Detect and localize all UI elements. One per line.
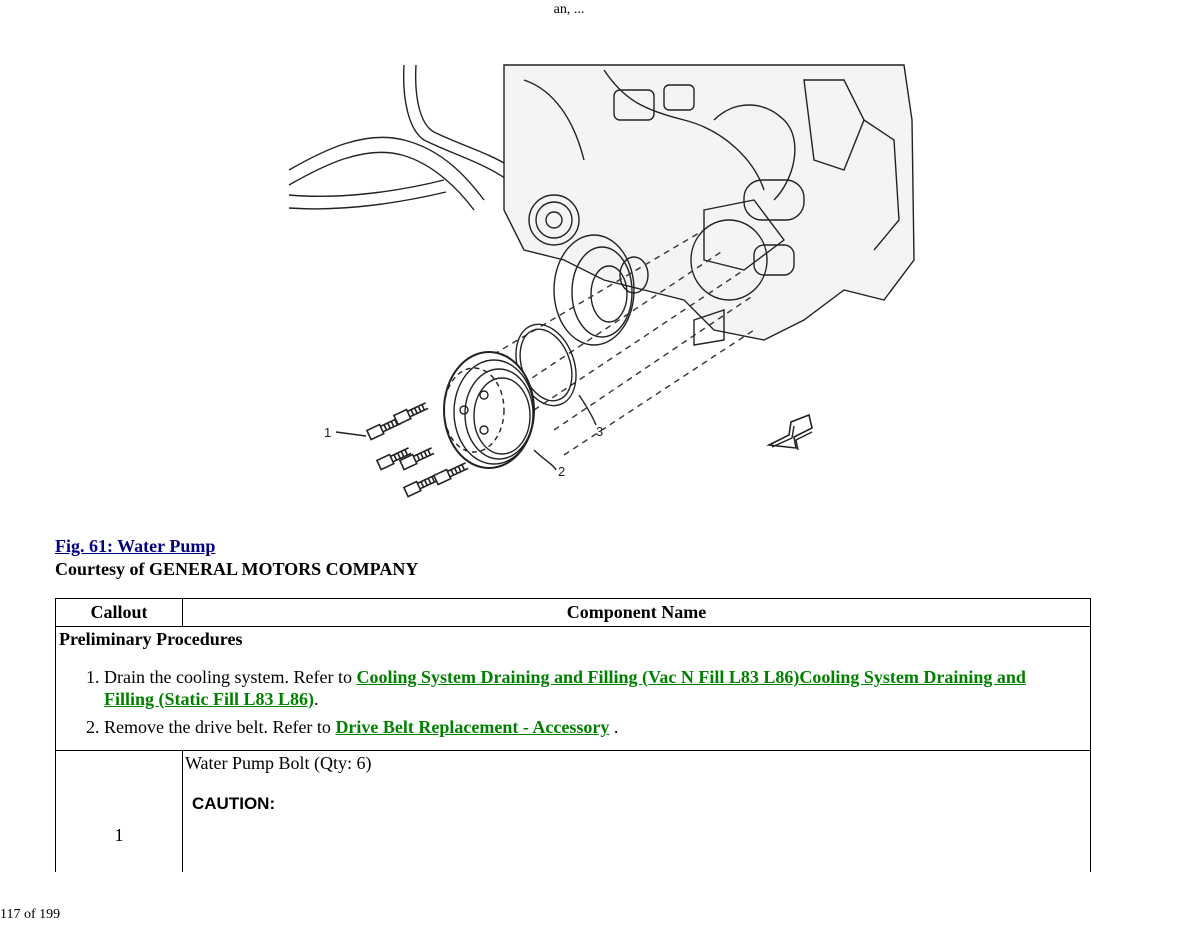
cooling-system-draining-link[interactable]: Cooling System Draining and Filling (Vac N Fill L83 L86)Cooling System Draining and Filling (Static Fill L83 L86) — [104, 667, 1026, 709]
figure-title-link[interactable]: Fig. 61: Water Pump — [55, 536, 216, 556]
list-item — [104, 716, 1050, 738]
drive-belt-replacement-link[interactable]: Drive Belt Replacement - Accessory — [335, 717, 610, 737]
step-suffix: . — [609, 717, 619, 737]
water-pump-illustration — [284, 60, 916, 510]
step-text: Remove the drive belt. Refer to — [104, 717, 336, 737]
list-item — [104, 666, 1050, 710]
page-bottom-margin — [0, 872, 1200, 927]
preliminary-procedures-row — [56, 627, 1091, 751]
callout-label-3: 3 — [596, 424, 604, 439]
component-cell — [183, 751, 1091, 891]
page-number: 117 of 199 — [0, 907, 61, 922]
callout-label-1: 1 — [324, 425, 332, 440]
courtesy-text: Courtesy of GENERAL MOTORS COMPANY — [55, 559, 419, 579]
callout-column-header: Callout — [56, 599, 183, 627]
table-header-row — [56, 599, 1091, 627]
callout-label-2: 2 — [558, 464, 566, 479]
component-name-column-header: Component Name — [183, 599, 1091, 627]
callout-number-cell: 1 — [56, 751, 183, 891]
step-text: Drain the cooling system. Refer to — [104, 667, 357, 687]
component-table — [55, 598, 1091, 890]
caution-label: CAUTION: — [192, 794, 276, 813]
step-suffix: . — [314, 689, 319, 709]
component-name: Water Pump Bolt (Qty: 6) — [185, 753, 372, 773]
figure-caption — [55, 536, 215, 557]
table-row — [56, 751, 1091, 891]
preliminary-procedures-title: Preliminary Procedures — [59, 629, 243, 649]
page-header-text: an, ... — [553, 2, 585, 17]
preliminary-steps-list — [104, 666, 1050, 738]
